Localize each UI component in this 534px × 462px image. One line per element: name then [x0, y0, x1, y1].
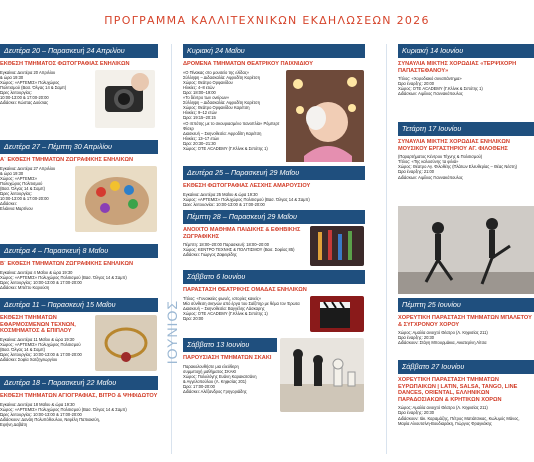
event-detail: Σύλληψη – Διδασκαλία: Αφροδίτη Καρέτση — [183, 74, 260, 80]
event-detail: Ώρες λειτουργίας: — [0, 89, 32, 95]
event-detail: Ηλικίες: 4–8 ετών — [183, 84, 215, 90]
event-detail: Χώρος: «ΑΡΤΕΜΙΣ» Πολυχώρος Πολιτισμού (Βασ. Όλγας 14 & Σαμπ) — [183, 196, 310, 202]
event-detail: «Ο ιππότης με το σκουριασμένο πανοπλία» Ρόμπερτ Φίσερ — [183, 120, 280, 131]
event-title: ΣΥΝΑΥΛΙΑ ΜΙΚΤΗΣ ΧΟΡΩΔΙΑΣ ΕΝΗΛΙΚΩΝ ΜΟΥΣΙΚΟΥ ΕΡΓΑΣΤΗΡΙΟΥ ΑΓ. ΦΙΛΟΘΕΗΣ — [398, 139, 510, 152]
event-detail: Εγκαίνια: Δευτέρα 25 Μαΐου & ώρα 19:30 — [183, 191, 258, 197]
event-detail: Χώρος: ΟΤΕ ACADEMY (Γ.Κλίνικ & Σιπότης 1) — [398, 86, 483, 92]
event-detail: Διδάσκουν: Ιάκ. Καραμάζης, Πέτρος Ματιάτσικας, Κωλυμός Μάνος, — [398, 415, 520, 421]
event-detail: Πολιτισμού (Βασ. Όλγας 14 & Σαμπ) — [0, 84, 67, 90]
event-block — [398, 298, 534, 356]
event-detail: Ώρα: 18:00–19:00 — [183, 89, 216, 95]
event-title: ΑΝΟΙΧΤΟ ΜΑΘΗΜΑ ΠΑΙΔΙΚΗΣ & ΕΦΗΒΙΚΗΣ ΖΩΓΡΑΦΙΚΗΣ — [183, 227, 301, 240]
event-date-header: Δευτέρα 11 – Παρασκευή 15 Μαΐου — [0, 298, 158, 312]
event-detail: Εγκαίνια: Δευτέρα 4 Μαΐου & ώρα 19:30 — [0, 269, 73, 275]
event-detail: Χώρος: Θεάτρο Ορφανίδου Καρέτση — [183, 105, 250, 111]
event-detail: 10:00-13:00 & 17:00-20:00 — [0, 196, 49, 202]
event-title: ΕΚΘΕΣΗ ΤΜΗΜΑΤΩΝ ΕΦΑΡΜΟΣΜΕΝΩΝ ΤΕΧΝΩΝ, ΚΟΣΜΗΜΑΤΟΣ & ΕΠΙΠΛΟΥ — [0, 315, 76, 335]
event-detail: Διδάσκων: Αιμίλιος Γιαννακόπουλος — [398, 91, 463, 97]
event-date-header: Σάββατο 13 Ιουνίου — [183, 338, 277, 352]
event-block — [0, 44, 158, 136]
event-detail: Διδάσκει: Γιώργος Ζαφειρίδης — [183, 252, 237, 258]
event-detail: Ελιάννα Μαρτίνου — [0, 206, 33, 212]
event-detail: Διδάσκει: Κώστας Δούσιας — [0, 100, 49, 106]
event-detail: Χώρος: ΚΕΝΤΡΟ ΤΕΧΝΗΣ & ΠΟΛΙΤΙΣΜΟΥ (Βασ. Σοφίας 85) — [183, 247, 295, 253]
event-detail: Ώρα έναρξης: 20:30 — [398, 335, 435, 341]
event-detail: Διδάσκει: Σοφία Χατζηγεωργίου — [0, 357, 58, 363]
event-detail: Χώρος: Θέατρο Αγ. Φιλοθέης (Πλάτων Ελευθερίας – Θέας Νέστη) — [398, 164, 517, 170]
event-date-header: Κυριακή 24 Μαΐου — [183, 44, 365, 58]
event-title: ΕΚΘΕΣΗ ΤΜΗΜΑΤΩΝ ΑΓΙΟΓΡΑΦΙΑΣ, ΒΙΤΡΟ & ΨΗΦΙΔΩΤΟΥ — [0, 393, 158, 399]
column-middle — [183, 44, 365, 424]
event-block — [183, 210, 365, 266]
event-detail: Ώρα έναρξης: 21:00 — [398, 169, 435, 175]
event-date-header: Τετάρτη 17 Ιουνίου — [398, 122, 534, 136]
event-detail: & ώρα 19:30 — [0, 170, 24, 176]
theatre-mask-girl-image — [286, 70, 364, 162]
event-detail: Ώρα: 17:00-20:00 — [183, 383, 215, 389]
event-detail: Πέμπτη: 18:00–20:00 Παρασκευή: 18:00–20:00 — [183, 242, 270, 248]
event-detail: Εγκαίνια: Δευτέρα 20 Απριλίου — [0, 69, 56, 75]
event-detail: Χώρος: Αμαλία ανοιχτό Θέατρο (Λ. Κηφισίας 211) — [398, 405, 488, 411]
event-date-header: Δευτέρα 25 – Παρασκευή 29 Μαΐου — [183, 166, 365, 180]
event-detail: Διδάσκουν: Δανάη Πολυπόθουλου, Νεφέλη Παπιακεύη, — [0, 416, 101, 422]
event-detail: Διδάσκει: Μπέττυ Καρούση — [0, 284, 50, 290]
event-detail: Ώρες λειτουργίας: — [0, 191, 32, 197]
event-detail: Παρακολουθήστε μια ελεύθερη — [183, 363, 239, 369]
event-detail: Ηλικίες: 9–12 ετών — [183, 110, 217, 116]
event-detail: Τίτλος: «Της καλοσύνης τα φιλιά» — [398, 159, 459, 165]
event-date-header: Σάββατο 27 Ιουνίου — [398, 360, 534, 374]
column-left — [0, 44, 158, 456]
event-detail: Ώρα: 20:30–21:30 — [183, 140, 216, 146]
event-detail: Μία σύνθεση σκηνών από έργα του Σαίξπηρ με θέμα τον Έρωτα — [183, 300, 300, 306]
event-detail: & ώρα 19:30 — [0, 74, 24, 80]
photographer-image — [95, 70, 155, 128]
event-detail: συμμετοχή μαθήματος ΣΚΑΚΙ — [183, 368, 237, 374]
event-date-header: Πέμπτη 28 – Παρασκευή 29 Μαΐου — [183, 210, 365, 224]
event-detail: Διασκευή – Σκηνοθεσία: Αφροδίτη Καρέτση — [183, 130, 262, 136]
jewelry-image — [95, 315, 157, 371]
event-block — [183, 338, 365, 420]
event-detail: Χώρος: ΟΤΕ ACADEMY (Γ.Κλίνικ & Σιπότης 1) — [183, 146, 268, 151]
chess-image — [280, 338, 364, 412]
brushes-image — [310, 226, 364, 266]
event-detail: Ώρα: 20:00 — [183, 315, 204, 321]
event-detail: Χώρος: Θεάτρο Ορφανίδου — [183, 79, 233, 85]
event-detail: Εγκαίνια: Δευτέρα 18 Μαΐου & ώρα 19:30 — [0, 401, 75, 407]
page-title: ΠΡΟΓΡΑΜΜΑ ΚΑΛΛΙΤΕΧΝΙΚΩΝ ΕΚΔΗΛΩΣΕΩΝ 2026 — [104, 14, 430, 27]
clapperboard-image — [310, 296, 364, 332]
event-title: ΕΚΘΕΣΗ ΦΩΤΟΓΡΑΦΙΑΣ ΛΕΣΧΗΣ ΑΜΑΡΟΥΣΙΟΥ — [183, 183, 311, 189]
event-title: ΣΥΝΑΥΛΙΑ ΜΙΚΤΗΣ ΧΟΡΩΔΙΑΣ «ΤΕΡΨΙΧΟΡΗ ΠΑΠΑΣΤΕΦΑΝΟΥ» — [398, 61, 517, 74]
event-block — [398, 360, 534, 448]
event-block — [183, 44, 365, 162]
event-detail: Ηλικίες: 13–17 ετών — [183, 135, 220, 141]
event-detail: Τίτλος: «Γυναικείες φωνές, ιστορίες κανείς» — [183, 295, 262, 301]
event-detail: Διδάσκει: Αλέξανδρος Γρηγοριάδης — [183, 389, 247, 395]
event-detail: Χώρος: Πολυλόγης Ευάνη Καρακατσάνη — [183, 373, 257, 379]
event-date-header: Δευτέρα 20 – Παρασκευή 24 Απριλίου — [0, 44, 158, 58]
event-title: ΠΑΡΟΥΣΙΑΣΗ ΤΜΗΜΑΤΩΝ ΣΚΑΚΙ — [183, 355, 272, 361]
event-detail: & Αγγελοπούλου (Λ. Κηφισίας 201) — [183, 378, 247, 384]
event-detail: 10:00-13:00 & 17:00-20:00 — [0, 95, 49, 101]
event-date-header: Κυριακή 14 Ιουνίου — [398, 44, 534, 58]
event-detail: Ώρα έναρξης: 20:30 — [398, 410, 435, 416]
event-detail: Ώρες λειτουργίας: 10:00-13:00 & 17:00-20:00 — [0, 352, 82, 358]
event-detail: Ώρα: 19:15–20:15 — [183, 115, 216, 121]
event-title: Α΄ ΕΚΘΕΣΗ ΤΜΗΜΑΤΩΝ ΖΩΓΡΑΦΙΚΗΣ ΕΝΗΛΙΚΩΝ — [0, 157, 134, 163]
paint-palette-image — [75, 166, 157, 232]
event-date-header: Δευτέρα 27 – Πέμπτη 30 Απριλίου — [0, 140, 158, 154]
event-detail: «Ο Πίνακας στο μουσείο της ελίδας» — [183, 69, 250, 75]
event-block — [398, 122, 534, 202]
ballet-dancers-image — [398, 206, 534, 294]
event-detail: Χώρος: «ΑΡΤΕΜΙΣ» Πολυχώρος — [0, 79, 60, 85]
event-date-header: Σάββατο 6 Ιουνίου — [183, 270, 365, 284]
event-detail: (Βασ. Όλγας 14 & Σαμπ) — [0, 185, 46, 191]
event-title: ΧΟΡΕΥΤΙΚΗ ΠΑΡΑΣΤΑΣΗ ΤΜΗΜΑΤΩΝ ΕΥΡΩΠΑΙΚΩΝ | LATIN, SALSA, TANGO, LINE DANCES, ORIENTAL, ΕΛΛΗΝΙΚΩΝ ΠΑΡΑΔΟΣΙΑΚΩΝ & ΚΡΗΤΙΚΩΝ ΧΟΡΩΝ — [398, 377, 518, 403]
event-block — [0, 298, 158, 372]
event-detail: Πολυχώρος Πολιτισμού — [0, 180, 43, 186]
column-right — [398, 44, 534, 452]
event-detail: Εγκαίνια: Δευτέρα 11 Μαΐου & ώρα 19:30 — [0, 336, 75, 342]
event-detail: (Παραρτήματος Κέντρου Τέχνης & Πολιτισμού) — [398, 154, 483, 160]
event-detail: Χώρος: «ΑΡΤΕΜΙΣ» Πολυχώρος Πολιτισμού (Βασ. Όλγας 14 & Σαμπ) — [0, 274, 127, 280]
event-block — [398, 44, 534, 118]
event-detail: Διδάσκουν: Στάγη Μπουρμάκια, Αικατερίνη Λίτσα — [398, 340, 487, 346]
event-detail: Τίτλος: «Χοροδιακό συναπάντημα» — [398, 76, 462, 82]
event-block — [183, 270, 365, 334]
event-detail: Χώρος: Αμαλία ανοιχτό Θέατρο (Λ. Κηφισίας 211) — [398, 330, 488, 336]
event-title: ΧΟΡΕΥΤΙΚΗ ΠΑΡΑΣΤΑΣΗ ΤΜΗΜΑΤΩΝ ΜΠΑΛΕΤΟΥ & ΣΥΓΧΡΟΝΟΥ ΧΟΡΟΥ — [398, 315, 532, 328]
event-detail: Σύλληψη – Διδασκαλία: Αφροδίτη Καρέτση — [183, 100, 260, 106]
event-detail: «Το δέντρο των ονείρων» — [183, 95, 230, 101]
event-detail: Ώρα έναρξης: 20:00 — [398, 81, 435, 87]
event-detail: Ώρες λειτουργίας: 10:00-13:00 & 17:00-20:00 — [0, 411, 82, 417]
event-block — [0, 376, 158, 452]
event-title: Β΄ ΕΚΘΕΣΗ ΤΜΗΜΑΤΩΝ ΖΩΓΡΑΦΙΚΗΣ ΕΝΗΛΙΚΩΝ — [0, 261, 134, 267]
event-detail: Χώρος: «ΑΡΤΕΜΙΣ» — [0, 175, 38, 181]
event-date-header: Δευτέρα 4 – Παρασκευή 8 Μαΐου — [0, 244, 158, 258]
event-title: ΔΡΟΜΕΝΑ ΤΜΗΜΑΤΩΝ ΘΕΑΤΡΙΚΟΥ ΠΑΙΧΝΙΔΙΟΥ — [183, 61, 313, 67]
event-title: ΠΑΡΑΣΤΑΣΗ ΘΕΑΤΡΙΚΗΣ ΟΜΑΔΑΣ ΕΝΗΛΙΚΩΝ — [183, 287, 307, 293]
event-detail: (Βασ. Όλγας 14 & Σαμπ) — [0, 346, 46, 352]
event-title: ΕΚΘΕΣΗ ΤΜΗΜΑΤΟΣ ΦΩΤΟΓΡΑΦΙΑΣ ΕΝΗΛΙΚΩΝ — [0, 61, 130, 67]
event-detail: Διδάσκων: Αιμίλιος Γιαννακόπουλος — [398, 174, 463, 180]
event-detail: Ώρες λειτουργίας: 10:00-13:00 & 17:00-20:00 — [0, 279, 82, 285]
event-date-header: Πέμπτη 25 Ιουνίου — [398, 298, 534, 312]
column-divider — [386, 44, 387, 454]
event-detail: Μαρία Αλιουτσίνη-Βουδιαράκη, Γιώργος Φραγκάκης — [398, 420, 492, 426]
event-date-header: Δευτέρα 18 – Παρασκευή 22 Μαΐου — [0, 376, 158, 390]
event-block — [0, 244, 158, 294]
event-detail: Ειρήνη Δαβάτη — [0, 421, 28, 427]
event-detail: Χώρος: «ΑΡΤΕΜΙΣ» Πολυχώρος Πολιτισμού — [0, 341, 81, 347]
event-detail: Ώρες λειτουργίας: 10:00-13:00 & 17:00-20:00 — [183, 201, 265, 206]
event-block — [0, 140, 158, 240]
month-vertical-label: ΙΟΥΝΙΟΣ — [164, 300, 180, 365]
event-detail: Διδάσκει: — [0, 201, 17, 207]
event-block — [183, 166, 365, 206]
event-detail: Χώρος: ΟΤΕ ACADEMY (Γ.Κλίνικ & Σιπότης 1) — [183, 310, 268, 316]
event-detail: Χώρος: «ΑΡΤΕΜΙΣ» Πολυχώρος Πολιτισμού (Βασ. Όλγας 14 & Σαμπ) — [0, 406, 127, 412]
event-detail: Διασκευή – Σκηνοθεσία: Βαγγέλης Λάσκαρης — [183, 305, 265, 311]
event-detail: Εγκαίνια: Δευτέρα 27 Απριλίου — [0, 165, 56, 171]
